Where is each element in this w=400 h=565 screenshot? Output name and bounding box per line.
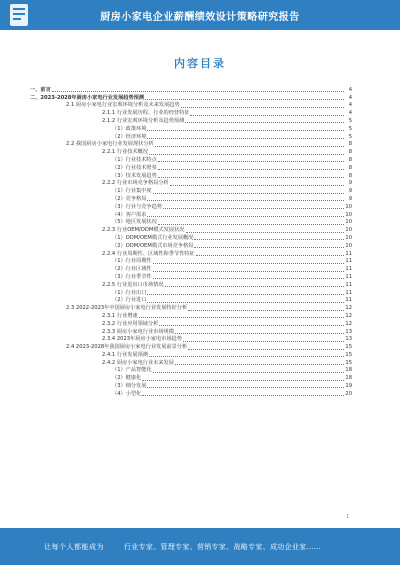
toc-entry-page: 4 (348, 102, 352, 109)
toc-entry-page: 15 (345, 359, 352, 366)
toc-leader-dots (147, 216, 344, 217)
toc-entry-label: 2.2.5 行业进出口市场情况 (102, 281, 164, 288)
toc-entry-page: 5 (348, 117, 352, 124)
toc-leader-dots (181, 107, 344, 108)
toc-leader-dots (149, 154, 344, 155)
toc-leader-dots (158, 177, 344, 178)
toc-entry-page: 9 (348, 180, 352, 187)
toc-leader-dots (186, 232, 345, 233)
toc-entry-label: （5）地区发展状况 (112, 219, 157, 226)
toc-entry[interactable] (30, 109, 352, 117)
toc-entry-page: 12 (345, 320, 352, 327)
toc-leader-dots (142, 395, 344, 396)
toc-leader-dots (175, 364, 344, 365)
toc-entry-page: 10 (345, 219, 352, 226)
toc-entry-label: （2）健康化 (112, 375, 142, 382)
toc-leader-dots (139, 317, 344, 318)
toc-entry-page: 10 (345, 203, 352, 210)
toc-entry-label: 2.3.4 2023年厨房小家电市场趋势 (102, 336, 182, 343)
toc-entry-label: 2.2 我国厨房小家电行业发展现状分析 (66, 141, 154, 148)
toc-leader-dots (149, 356, 344, 357)
toc-heading: 内容目录 (174, 57, 226, 70)
toc-entry-page: 11 (345, 258, 352, 265)
toc-entry-label: （3）细分发展 (112, 383, 147, 390)
toc-entry[interactable] (30, 86, 352, 94)
toc-leader-dots (158, 169, 344, 170)
toc-entry-label: （3）行业季节性 (112, 273, 152, 280)
toc-entry-page: 12 (345, 312, 352, 319)
toc-entry-page: 18 (345, 367, 352, 374)
toc-entry[interactable] (30, 195, 352, 203)
toc-leader-dots (194, 247, 344, 248)
toc-entry[interactable] (30, 141, 352, 149)
toc-entry[interactable] (30, 281, 352, 289)
toc-entry-label: （1）行业周期性 (112, 258, 152, 265)
toc-entry-page: 11 (345, 273, 352, 280)
toc-entry[interactable] (30, 351, 352, 359)
toc-leader-dots (185, 122, 344, 123)
footer-roles: 行业专家、管理专家、营销专家、战略专家、成功企业家…… (124, 542, 322, 551)
toc-entry-page: 4 (348, 94, 352, 101)
toc-entry[interactable] (30, 289, 352, 297)
toc-entry-label: （1）行业集中度 (112, 188, 152, 195)
toc-entry[interactable] (30, 359, 352, 367)
toc-entry-label: 2.2.2 行业市场竞争格局分析 (102, 180, 169, 187)
toc-entry-label: 2.3.1 行业增速 (102, 312, 138, 319)
toc-entry-label: 2.1 厨房小家电行业宏观环境分析及未来发展趋势 (66, 102, 180, 109)
toc-entry[interactable] (30, 374, 352, 382)
toc-entry[interactable] (30, 390, 352, 398)
toc-entry-page: 11 (345, 266, 352, 273)
toc-leader-dots (155, 146, 344, 147)
toc-entry-page: 19 (345, 383, 352, 390)
toc-entry[interactable] (30, 343, 352, 351)
toc-leader-dots (163, 208, 344, 209)
toc-entry-page: 15 (345, 344, 352, 351)
toc-entry-label: 2.3.3 厨房小家电行业市场规模 (102, 328, 174, 335)
toc-leader-dots (165, 286, 344, 287)
toc-leader-dots (147, 387, 344, 388)
toc-entry-page: 18 (345, 375, 352, 382)
toc-leader-dots (142, 380, 344, 381)
toc-leader-dots (158, 161, 344, 162)
toc-entry-page: 13 (345, 328, 352, 335)
toc-entry[interactable] (30, 382, 352, 390)
toc-entry-label: 2.4.2 厨房小家电行业未来发展 (102, 359, 174, 366)
toc-leader-dots (153, 271, 344, 272)
toc-entry-label: 二、2023-2028年厨房小家电行业发展趋势预测 (30, 94, 145, 101)
header-banner (0, 0, 400, 30)
toc-leader-dots (153, 263, 344, 264)
toc-entry-page: 5 (348, 125, 352, 132)
brand-logo-icon (8, 2, 30, 28)
toc-entry[interactable] (30, 328, 352, 336)
toc-entry-label: 2.4.1 行业发展预测 (102, 351, 148, 358)
toc-entry-page: 9 (348, 195, 352, 202)
toc-entry-page: 12 (345, 305, 352, 312)
toc-entry-page: 8 (348, 156, 352, 163)
page-number: 1 (346, 514, 350, 520)
toc-entry[interactable] (30, 125, 352, 133)
toc-entry-label: （1）产品智能化 (112, 367, 152, 374)
toc-entry[interactable] (30, 304, 352, 312)
toc-entry[interactable] (30, 258, 352, 266)
toc-entry-page: 8 (348, 172, 352, 179)
toc-leader-dots (147, 130, 344, 131)
toc-leader-dots (159, 325, 344, 326)
toc-entry[interactable] (30, 336, 352, 344)
toc-entry[interactable] (30, 312, 352, 320)
toc-entry[interactable] (30, 187, 352, 195)
toc-entry-label: （1）行业出口 (112, 289, 147, 296)
toc-leader-dots (153, 372, 344, 373)
toc-entry[interactable] (30, 242, 352, 250)
toc-leader-dots (183, 341, 344, 342)
toc-leader-dots (147, 138, 344, 139)
toc-entry-label: 一、前言 (30, 86, 51, 93)
toc-entry-label: （3）行业与竞争趋势 (112, 203, 162, 210)
footer-slogan: 让每个人都能成为 (44, 542, 104, 551)
toc-leader-dots (52, 91, 344, 92)
toc-entry[interactable] (30, 94, 352, 102)
toc-entry-page: 11 (345, 297, 352, 304)
toc-leader-dots (194, 239, 344, 240)
toc-leader-dots (188, 310, 344, 311)
toc-entry[interactable] (30, 226, 352, 234)
toc-entry-page: 4 (348, 86, 352, 93)
toc-entry-label: 2.4 2023-2028年我国厨房小家电行业发展前景分析 (66, 344, 188, 351)
toc-entry-label: （2）行业进口 (112, 297, 147, 304)
toc-entry-page: 9 (348, 188, 352, 195)
toc-leader-dots (175, 333, 344, 334)
toc-leader-dots (147, 200, 344, 201)
toc-entry-label: （2）行业技术壁垒 (112, 164, 157, 171)
table-of-contents (30, 86, 352, 398)
toc-entry[interactable] (30, 117, 352, 125)
toc-entry-page: 8 (348, 149, 352, 156)
toc-entry-page: 10 (345, 234, 352, 241)
toc-entry[interactable] (30, 148, 352, 156)
toc-leader-dots (190, 115, 344, 116)
toc-leader-dots (153, 278, 344, 279)
report-title: 厨房小家电企业薪酬绩效设计策略研究报告 (100, 11, 300, 23)
toc-entry[interactable] (30, 273, 352, 281)
toc-entry[interactable] (30, 203, 352, 211)
toc-entry-page: 10 (345, 242, 352, 249)
toc-leader-dots (158, 224, 344, 225)
toc-leader-dots (147, 302, 344, 303)
toc-entry[interactable] (30, 265, 352, 273)
toc-entry-label: （2）行业区域性 (112, 266, 152, 273)
toc-entry-page: 10 (345, 211, 352, 218)
toc-entry-page: 20 (345, 390, 352, 397)
toc-entry[interactable] (30, 133, 352, 141)
toc-entry-page: 10 (345, 227, 352, 234)
toc-entry[interactable] (30, 234, 352, 242)
toc-entry-label: 2.2.4 行业周期性、区域性和季节性特征 (102, 250, 195, 257)
toc-entry-label: （1）政策环境 (112, 125, 147, 132)
toc-leader-dots (170, 185, 344, 186)
toc-entry-page: 4 (348, 110, 352, 117)
toc-leader-dots (145, 99, 344, 100)
toc-entry[interactable] (30, 211, 352, 219)
toc-entry[interactable] (30, 164, 352, 172)
toc-entry[interactable] (30, 250, 352, 258)
toc-entry-label: （2）ODM/OEM模式市场竞争格局 (112, 242, 194, 249)
toc-entry-label: （2）竞争格局 (112, 195, 147, 202)
toc-entry-label: （2）经济环境 (112, 133, 147, 140)
toc-leader-dots (153, 193, 344, 194)
toc-entry[interactable] (30, 172, 352, 180)
toc-entry-page: 8 (348, 141, 352, 148)
toc-entry-page: 13 (345, 336, 352, 343)
toc-entry-page: 15 (345, 351, 352, 358)
toc-entry-page: 5 (348, 133, 352, 140)
toc-entry-label: （1）行业技术特点 (112, 156, 157, 163)
toc-entry-page: 11 (345, 289, 352, 296)
toc-entry-page: 11 (345, 250, 352, 257)
toc-entry-label: 2.1.2 行业宏观环境分析及趋势预测 (102, 117, 185, 124)
toc-entry-label: （3）技术发展趋势 (112, 172, 157, 179)
toc-entry-label: （4）小型化 (112, 390, 142, 397)
toc-entry-label: 2.1.1 行业发展历程、行业的经营特征 (102, 110, 190, 117)
footer-banner (0, 528, 400, 565)
toc-entry-label: 2.2.3 行业OEM/ODM模式发展状况 (102, 227, 185, 234)
toc-leader-dots (188, 349, 344, 350)
toc-entry-label: （4）客户需求 (112, 211, 147, 218)
toc-entry[interactable] (30, 320, 352, 328)
toc-entry-page: 8 (348, 164, 352, 171)
toc-entry[interactable] (30, 297, 352, 305)
toc-entry-label: 2.3 2022-2023年中国厨房小家电行业发展特征分析 (66, 305, 188, 312)
toc-leader-dots (196, 255, 344, 256)
toc-entry[interactable] (30, 156, 352, 164)
toc-entry-page: 11 (345, 281, 352, 288)
toc-entry-label: （1）ODM/OEM模式行业发展概况 (112, 234, 194, 241)
toc-entry-label: 2.2.1 行业技术概况 (102, 149, 148, 156)
toc-entry-label: 2.3.2 行业应用领域分析 (102, 320, 159, 327)
toc-entry[interactable] (30, 180, 352, 188)
toc-leader-dots (147, 294, 344, 295)
toc-entry[interactable] (30, 219, 352, 227)
toc-entry[interactable] (30, 102, 352, 110)
toc-entry[interactable] (30, 367, 352, 375)
